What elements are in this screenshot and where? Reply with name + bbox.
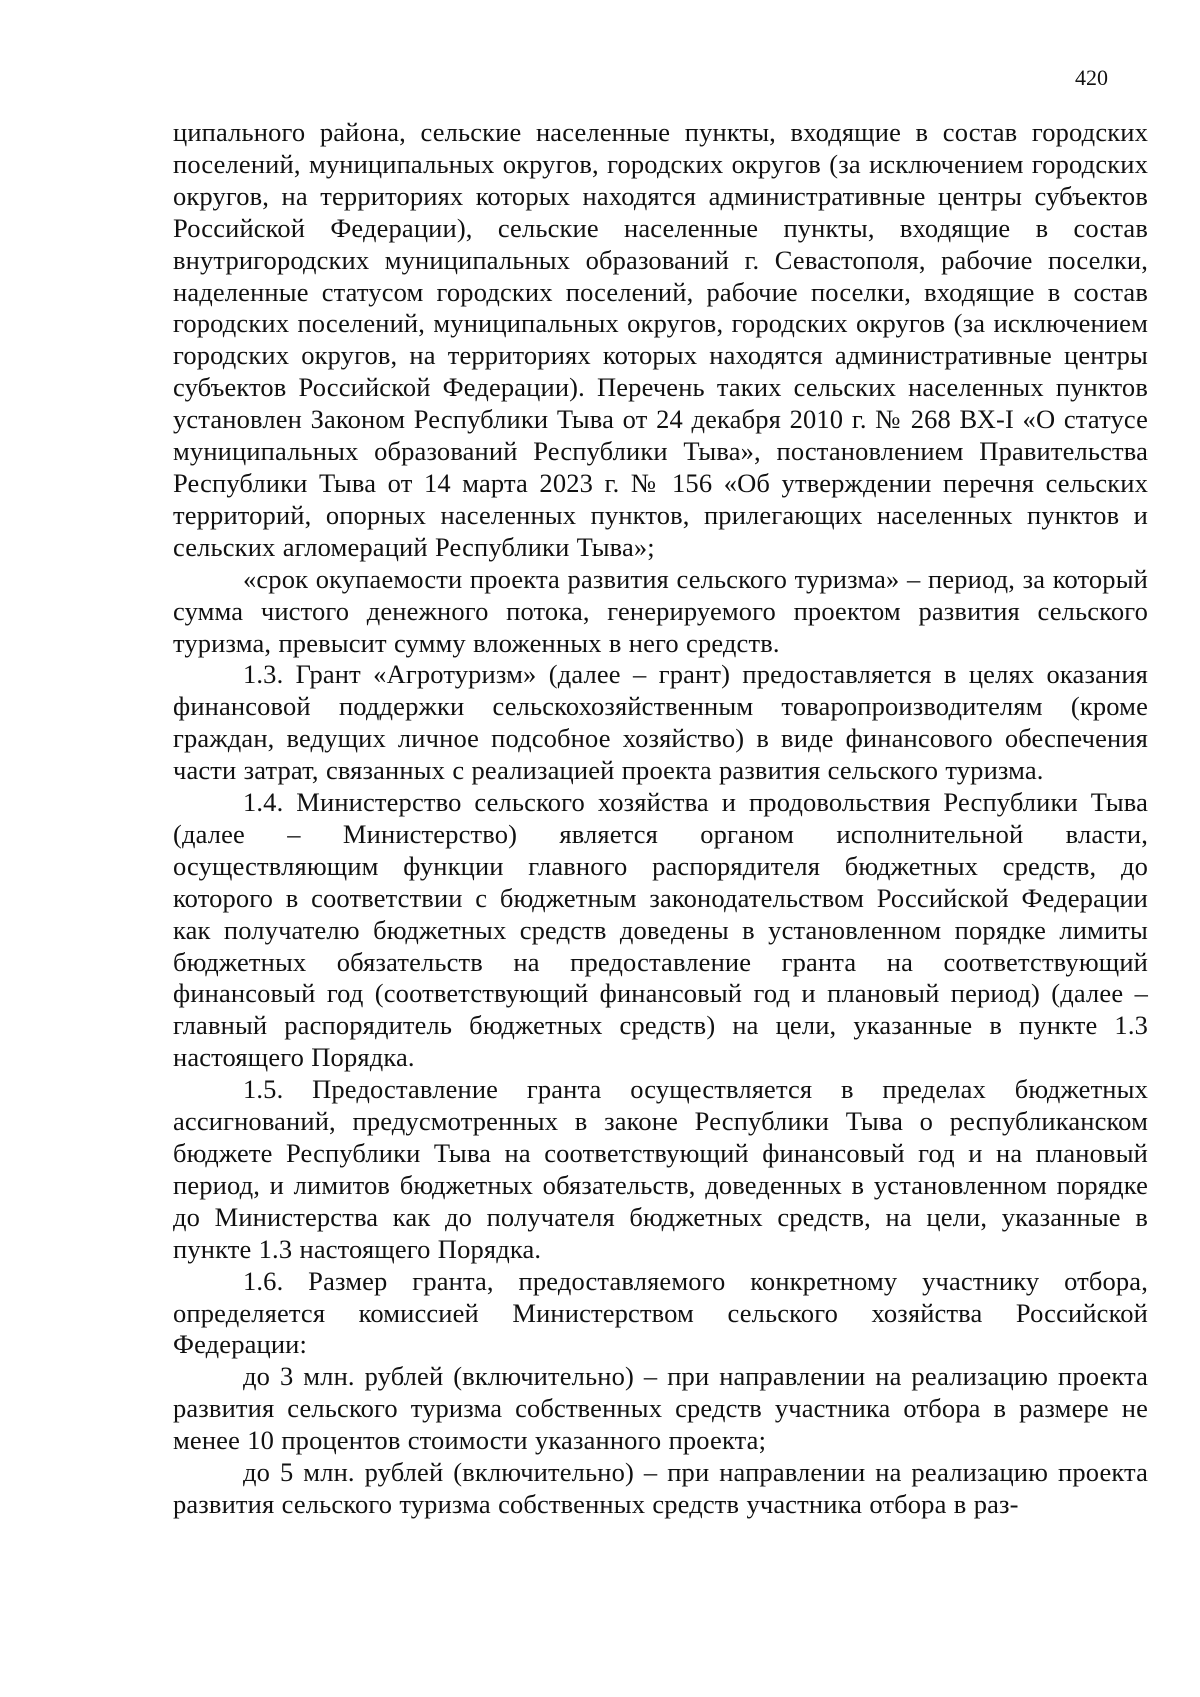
paragraph-1-6-grant-size: 1.6. Размер гранта, предоставляемого конкретному участнику отбора, определяется комиссией Министерством сельского хозяйства Российской Федерации: <box>173 1265 1148 1360</box>
paragraph-1-3-grant-purpose: 1.3. Грант «Агротуризм» (далее – грант) предоставляется в целях оказания финансовой поддержки сельскохозяйственным товаропроизводителям (кроме граждан, ведущих личное подсобное хозяйство) в виде финансового обеспечения части затрат, связанных с реализацией проекта развития сельского туризма. <box>173 659 1148 786</box>
page-number: 420 <box>1075 65 1108 90</box>
paragraph-grant-up-to-5-million: до 5 млн. рублей (включительно) – при направлении на реализацию проекта развития сельского туризма собственных средств участника отбора в раз- <box>173 1457 1148 1519</box>
paragraph-grant-up-to-3-million: до 3 млн. рублей (включительно) – при направлении на реализацию проекта развития сельского туризма собственных средств участника отбора в размере не менее 10 процентов стоимости указанного проекта; <box>173 1361 1148 1456</box>
paragraph-1-5-budget-limits: 1.5. Предоставление гранта осуществляется в пределах бюджетных ассигнований, предусмотренных в законе Республики Тыва о республиканском бюджете Республики Тыва на соответствующий финансовый год и на плановый период, и лимитов бюджетных обязательств, доведенных в установленном порядке до Министерства как до получателя бюджетных средств, на цели, указанные в пункте 1.3 настоящего Порядка. <box>173 1074 1148 1264</box>
paragraph-rural-settlements-definition: ципального района, сельские населенные пункты, входящие в состав городских поселений, муниципальных округов, городских округов (за исключением городских округов, на территориях которых находятся административные центры субъектов Российской Федерации), сельские населенные пункты, входящие в состав внутригородских муниципальных образований г. Севастополя, рабочие поселки, наделенные статусом городских поселений, рабочие поселки, входящие в состав городских поселений, муниципальных округов, городских округов (за исключением городских округов, на территориях которых находятся административные центры субъектов Российской Федерации). Перечень таких сельских населенных пунктов установлен Законом Республики Тыва от 24 декабря 2010 г. № 268 ВХ-I «О статусе муниципальных образований Республики Тыва», постановлением Правительства Республики Тыва от 14 марта 2023 г. № 156 «Об утверждении перечня сельских территорий, опорных населенных пунктов, прилегающих населенных пунктов и сельских агломераций Республики Тыва»; <box>173 117 1148 562</box>
paragraph-payback-period-definition: «срок окупаемости проекта развития сельского туризма» – период, за который сумма чистого денежного потока, генерируемого проектом развития сельского туризма, превысит сумму вложенных в него средств. <box>173 563 1148 658</box>
paragraph-1-4-ministry: 1.4. Министерство сельского хозяйства и продовольствия Республики Тыва (далее – Министерство) является органом исполнительной власти, осуществляющим функции главного распорядителя бюджетных средств, до которого в соответствии с бюджетным законодательством Российской Федерации как получателю бюджетных средств доведены в установленном порядке лимиты бюджетных обязательств на предоставление гранта на соответствующий финансовый год (соответствующий финансовый год и плановый период) (далее – главный распорядитель бюджетных средств) на цели, указанные в пункте 1.3 настоящего Порядка. <box>173 787 1148 1073</box>
document-body <box>173 117 1148 1521</box>
